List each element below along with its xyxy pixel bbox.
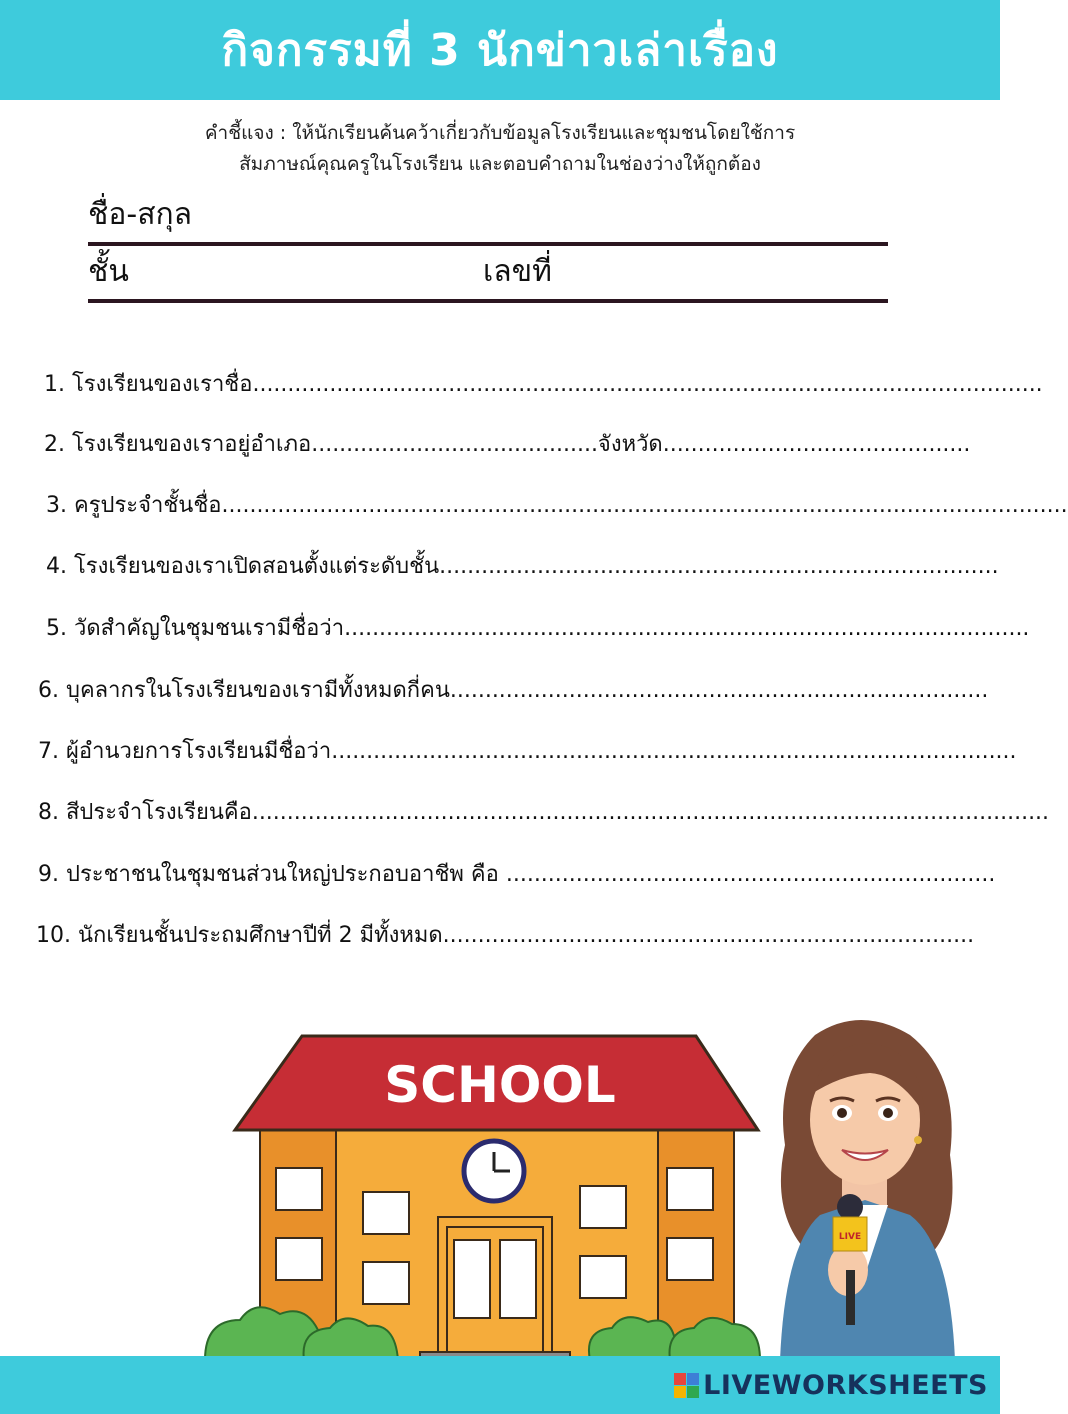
- instructions-line-2: สัมภาษณ์คุณครูในโรงเรียน และตอบคำถามในช่องว่างให้ถูกต้อง: [239, 153, 761, 175]
- question-9[interactable]: 9. ประชาชนในชุมชนส่วนใหญ่ประกอบอาชีพ คือ ......................................................................: [38, 862, 996, 887]
- question-8[interactable]: 8. สีประจำโรงเรียนคือ..................................................................................................................: [38, 800, 1050, 825]
- question-4[interactable]: 4. โรงเรียนของเราเปิดสอนตั้งแต่ระดับชั้น................................................................................: [46, 554, 999, 579]
- question-2[interactable]: 2. โรงเรียนของเราอยู่อำเภอ.........................................จังหวัด............................................: [44, 432, 971, 457]
- number-label: เลขที่: [483, 254, 552, 289]
- liveworksheets-logo[interactable]: [674, 1370, 988, 1401]
- page-title: กิจกรรมที่ 3 นักข่าวเล่าเรื่อง: [221, 25, 779, 76]
- question-3[interactable]: 3. ครูประจำชั้นชื่อ.........................................................................................................................: [46, 493, 1068, 518]
- question-1[interactable]: 1. โรงเรียนของเราชื่อ.................................................................................................................: [44, 372, 1043, 397]
- question-7[interactable]: 7. ผู้อำนวยการโรงเรียนมีชื่อว่า..................................................................................................: [38, 739, 1017, 764]
- clock-icon: [464, 1141, 524, 1201]
- instructions: [0, 118, 1000, 180]
- header-banner: [0, 0, 1000, 100]
- class-number-field[interactable]: [88, 255, 888, 303]
- class-label: ชั้น: [88, 254, 129, 289]
- brand-name: LIVEWORKSHEETS: [703, 1370, 988, 1401]
- question-6[interactable]: 6. บุคลากรในโรงเรียนของเรามีทั้งหมดกี่คน.............................................................................: [38, 678, 989, 703]
- school-sign: SCHOOL: [384, 1056, 616, 1114]
- question-5[interactable]: 5. วัดสำคัญในชุมชนเรามีชื่อว่า..................................................................................................: [46, 616, 1030, 641]
- name-label: ชื่อ-สกุล: [88, 197, 193, 232]
- school-illustration: [200, 1030, 780, 1374]
- school-door: [420, 1217, 570, 1370]
- logo-blocks-icon: [674, 1373, 699, 1398]
- name-field[interactable]: [88, 198, 888, 246]
- mic-live-label: LIVE: [838, 1232, 862, 1242]
- instructions-line-1: คำชี้แจง : ให้นักเรียนค้นคว้าเกี่ยวกับข้อมูลโรงเรียนและชุมชนโดยใช้การ: [204, 122, 796, 144]
- question-10[interactable]: 10. นักเรียนชั้นประถมศึกษาปีที่ 2 มีทั้งหมด............................................................................: [36, 923, 975, 948]
- reporter-illustration: [760, 1015, 970, 1364]
